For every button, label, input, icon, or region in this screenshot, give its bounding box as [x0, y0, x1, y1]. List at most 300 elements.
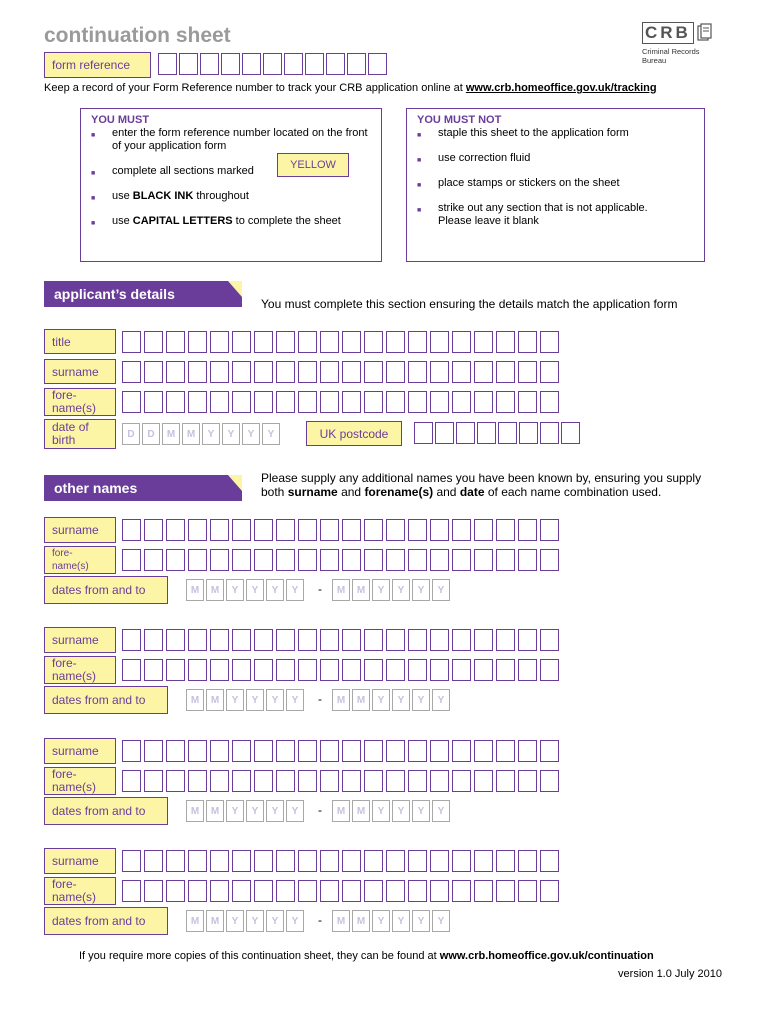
- character-cell[interactable]: M: [332, 910, 350, 932]
- character-cell[interactable]: M: [206, 910, 224, 932]
- other-surname-cells[interactable]: [122, 740, 559, 762]
- character-cell[interactable]: [298, 391, 317, 413]
- character-cell[interactable]: Y: [266, 579, 284, 601]
- character-cell[interactable]: [254, 331, 273, 353]
- postcode-cells[interactable]: [414, 422, 580, 444]
- character-cell[interactable]: [452, 391, 471, 413]
- character-cell[interactable]: [342, 850, 361, 872]
- character-cell[interactable]: Y: [226, 689, 244, 711]
- character-cell[interactable]: [254, 549, 273, 571]
- character-cell[interactable]: [496, 850, 515, 872]
- character-cell[interactable]: Y: [242, 423, 260, 445]
- character-cell[interactable]: [188, 880, 207, 902]
- character-cell[interactable]: [210, 740, 229, 762]
- character-cell[interactable]: [518, 770, 537, 792]
- character-cell[interactable]: [540, 361, 559, 383]
- character-cell[interactable]: [386, 361, 405, 383]
- character-cell[interactable]: [368, 53, 387, 75]
- character-cell[interactable]: [166, 331, 185, 353]
- character-cell[interactable]: [276, 629, 295, 651]
- character-cell[interactable]: Y: [412, 910, 430, 932]
- character-cell[interactable]: [430, 880, 449, 902]
- character-cell[interactable]: [496, 659, 515, 681]
- character-cell[interactable]: [298, 549, 317, 571]
- character-cell[interactable]: Y: [202, 423, 220, 445]
- character-cell[interactable]: M: [186, 910, 204, 932]
- character-cell[interactable]: [166, 770, 185, 792]
- character-cell[interactable]: [232, 519, 251, 541]
- character-cell[interactable]: [386, 519, 405, 541]
- character-cell[interactable]: Y: [432, 689, 450, 711]
- character-cell[interactable]: [540, 331, 559, 353]
- character-cell[interactable]: D: [142, 423, 160, 445]
- character-cell[interactable]: [364, 629, 383, 651]
- character-cell[interactable]: [166, 549, 185, 571]
- character-cell[interactable]: [452, 549, 471, 571]
- character-cell[interactable]: [452, 519, 471, 541]
- character-cell[interactable]: [518, 850, 537, 872]
- character-cell[interactable]: [474, 391, 493, 413]
- character-cell[interactable]: [408, 391, 427, 413]
- character-cell[interactable]: [144, 361, 163, 383]
- character-cell[interactable]: Y: [286, 910, 304, 932]
- character-cell[interactable]: [540, 629, 559, 651]
- character-cell[interactable]: [320, 391, 339, 413]
- character-cell[interactable]: [474, 629, 493, 651]
- character-cell[interactable]: [342, 519, 361, 541]
- character-cell[interactable]: [320, 740, 339, 762]
- character-cell[interactable]: [242, 53, 261, 75]
- character-cell[interactable]: M: [332, 689, 350, 711]
- character-cell[interactable]: [430, 659, 449, 681]
- other-surname-cells[interactable]: [122, 629, 559, 651]
- date-to-cells[interactable]: [332, 800, 450, 822]
- character-cell[interactable]: [386, 770, 405, 792]
- character-cell[interactable]: [364, 361, 383, 383]
- character-cell[interactable]: [276, 361, 295, 383]
- character-cell[interactable]: [200, 53, 219, 75]
- character-cell[interactable]: [452, 331, 471, 353]
- character-cell[interactable]: [254, 740, 273, 762]
- character-cell[interactable]: [298, 880, 317, 902]
- character-cell[interactable]: D: [122, 423, 140, 445]
- character-cell[interactable]: [518, 740, 537, 762]
- character-cell[interactable]: [254, 770, 273, 792]
- character-cell[interactable]: [232, 549, 251, 571]
- character-cell[interactable]: [561, 422, 580, 444]
- character-cell[interactable]: [122, 391, 141, 413]
- character-cell[interactable]: M: [332, 579, 350, 601]
- character-cell[interactable]: [298, 850, 317, 872]
- character-cell[interactable]: [232, 361, 251, 383]
- dob-cells[interactable]: [122, 423, 280, 445]
- character-cell[interactable]: [276, 880, 295, 902]
- character-cell[interactable]: Y: [372, 579, 390, 601]
- character-cell[interactable]: [166, 850, 185, 872]
- character-cell[interactable]: [496, 331, 515, 353]
- character-cell[interactable]: [166, 880, 185, 902]
- character-cell[interactable]: [188, 850, 207, 872]
- character-cell[interactable]: [408, 880, 427, 902]
- character-cell[interactable]: [276, 740, 295, 762]
- character-cell[interactable]: [408, 549, 427, 571]
- character-cell[interactable]: [298, 361, 317, 383]
- character-cell[interactable]: [342, 740, 361, 762]
- character-cell[interactable]: [122, 549, 141, 571]
- character-cell[interactable]: [430, 519, 449, 541]
- character-cell[interactable]: [144, 519, 163, 541]
- character-cell[interactable]: [320, 850, 339, 872]
- character-cell[interactable]: [414, 422, 433, 444]
- character-cell[interactable]: [540, 740, 559, 762]
- character-cell[interactable]: [144, 740, 163, 762]
- character-cell[interactable]: [518, 629, 537, 651]
- character-cell[interactable]: [122, 880, 141, 902]
- character-cell[interactable]: [518, 549, 537, 571]
- character-cell[interactable]: Y: [266, 689, 284, 711]
- character-cell[interactable]: [540, 659, 559, 681]
- surname-cells[interactable]: [122, 361, 559, 383]
- character-cell[interactable]: Y: [412, 579, 430, 601]
- character-cell[interactable]: [364, 659, 383, 681]
- character-cell[interactable]: [518, 519, 537, 541]
- character-cell[interactable]: M: [186, 689, 204, 711]
- character-cell[interactable]: [210, 549, 229, 571]
- character-cell[interactable]: [188, 331, 207, 353]
- character-cell[interactable]: [408, 331, 427, 353]
- character-cell[interactable]: [166, 659, 185, 681]
- character-cell[interactable]: [158, 53, 177, 75]
- character-cell[interactable]: Y: [286, 689, 304, 711]
- character-cell[interactable]: [540, 850, 559, 872]
- character-cell[interactable]: [254, 659, 273, 681]
- forename-cells[interactable]: [122, 391, 559, 413]
- character-cell[interactable]: [474, 361, 493, 383]
- other-forename-cells[interactable]: [122, 770, 559, 792]
- character-cell[interactable]: [166, 391, 185, 413]
- character-cell[interactable]: M: [352, 800, 370, 822]
- character-cell[interactable]: [232, 880, 251, 902]
- character-cell[interactable]: [166, 629, 185, 651]
- character-cell[interactable]: [518, 391, 537, 413]
- character-cell[interactable]: [364, 549, 383, 571]
- character-cell[interactable]: [452, 361, 471, 383]
- character-cell[interactable]: [210, 850, 229, 872]
- character-cell[interactable]: Y: [246, 800, 264, 822]
- character-cell[interactable]: [298, 740, 317, 762]
- character-cell[interactable]: [540, 880, 559, 902]
- character-cell[interactable]: [179, 53, 198, 75]
- character-cell[interactable]: Y: [286, 579, 304, 601]
- character-cell[interactable]: [430, 629, 449, 651]
- character-cell[interactable]: [188, 659, 207, 681]
- character-cell[interactable]: M: [352, 579, 370, 601]
- character-cell[interactable]: [122, 740, 141, 762]
- character-cell[interactable]: [305, 53, 324, 75]
- character-cell[interactable]: [122, 850, 141, 872]
- character-cell[interactable]: M: [206, 689, 224, 711]
- form-reference-cells[interactable]: [158, 53, 387, 75]
- character-cell[interactable]: M: [332, 800, 350, 822]
- character-cell[interactable]: [254, 391, 273, 413]
- character-cell[interactable]: M: [186, 579, 204, 601]
- character-cell[interactable]: [254, 361, 273, 383]
- character-cell[interactable]: Y: [392, 800, 410, 822]
- character-cell[interactable]: [221, 53, 240, 75]
- character-cell[interactable]: [210, 770, 229, 792]
- character-cell[interactable]: [254, 850, 273, 872]
- character-cell[interactable]: [364, 770, 383, 792]
- character-cell[interactable]: [210, 361, 229, 383]
- character-cell[interactable]: [298, 659, 317, 681]
- character-cell[interactable]: [540, 391, 559, 413]
- character-cell[interactable]: [320, 519, 339, 541]
- character-cell[interactable]: [298, 629, 317, 651]
- character-cell[interactable]: Y: [432, 579, 450, 601]
- character-cell[interactable]: [188, 391, 207, 413]
- character-cell[interactable]: [232, 391, 251, 413]
- character-cell[interactable]: [474, 770, 493, 792]
- character-cell[interactable]: [386, 850, 405, 872]
- character-cell[interactable]: [232, 659, 251, 681]
- character-cell[interactable]: [210, 331, 229, 353]
- character-cell[interactable]: Y: [246, 910, 264, 932]
- character-cell[interactable]: [122, 331, 141, 353]
- date-from-cells[interactable]: [186, 689, 304, 711]
- character-cell[interactable]: [518, 331, 537, 353]
- character-cell[interactable]: [232, 770, 251, 792]
- character-cell[interactable]: [430, 361, 449, 383]
- character-cell[interactable]: [320, 549, 339, 571]
- date-from-cells[interactable]: [186, 800, 304, 822]
- character-cell[interactable]: [298, 519, 317, 541]
- date-to-cells[interactable]: [332, 689, 450, 711]
- character-cell[interactable]: [298, 331, 317, 353]
- date-to-cells[interactable]: [332, 910, 450, 932]
- other-forename-cells[interactable]: [122, 659, 559, 681]
- character-cell[interactable]: Y: [432, 800, 450, 822]
- character-cell[interactable]: Y: [266, 910, 284, 932]
- character-cell[interactable]: Y: [392, 910, 410, 932]
- character-cell[interactable]: [254, 629, 273, 651]
- character-cell[interactable]: [210, 391, 229, 413]
- character-cell[interactable]: [166, 740, 185, 762]
- character-cell[interactable]: [342, 391, 361, 413]
- character-cell[interactable]: [518, 659, 537, 681]
- character-cell[interactable]: M: [186, 800, 204, 822]
- character-cell[interactable]: [326, 53, 345, 75]
- character-cell[interactable]: [188, 519, 207, 541]
- character-cell[interactable]: [320, 331, 339, 353]
- character-cell[interactable]: [166, 519, 185, 541]
- character-cell[interactable]: [254, 880, 273, 902]
- character-cell[interactable]: [144, 391, 163, 413]
- character-cell[interactable]: [276, 770, 295, 792]
- character-cell[interactable]: [386, 740, 405, 762]
- character-cell[interactable]: [276, 391, 295, 413]
- character-cell[interactable]: M: [162, 423, 180, 445]
- character-cell[interactable]: Y: [262, 423, 280, 445]
- character-cell[interactable]: [474, 880, 493, 902]
- character-cell[interactable]: [284, 53, 303, 75]
- character-cell[interactable]: [452, 740, 471, 762]
- character-cell[interactable]: [452, 880, 471, 902]
- character-cell[interactable]: [386, 549, 405, 571]
- character-cell[interactable]: Y: [412, 689, 430, 711]
- character-cell[interactable]: [122, 770, 141, 792]
- character-cell[interactable]: [276, 659, 295, 681]
- character-cell[interactable]: [320, 880, 339, 902]
- character-cell[interactable]: [540, 519, 559, 541]
- character-cell[interactable]: [188, 629, 207, 651]
- character-cell[interactable]: [320, 361, 339, 383]
- character-cell[interactable]: [122, 361, 141, 383]
- character-cell[interactable]: [342, 880, 361, 902]
- character-cell[interactable]: [276, 850, 295, 872]
- character-cell[interactable]: [342, 770, 361, 792]
- character-cell[interactable]: [456, 422, 475, 444]
- character-cell[interactable]: [320, 770, 339, 792]
- character-cell[interactable]: [342, 331, 361, 353]
- character-cell[interactable]: [342, 549, 361, 571]
- character-cell[interactable]: [518, 361, 537, 383]
- character-cell[interactable]: [210, 629, 229, 651]
- character-cell[interactable]: [430, 331, 449, 353]
- character-cell[interactable]: [477, 422, 496, 444]
- character-cell[interactable]: [144, 850, 163, 872]
- character-cell[interactable]: [188, 361, 207, 383]
- date-from-cells[interactable]: [186, 910, 304, 932]
- character-cell[interactable]: [188, 740, 207, 762]
- character-cell[interactable]: [474, 331, 493, 353]
- character-cell[interactable]: [496, 770, 515, 792]
- other-forename-cells[interactable]: [122, 880, 559, 902]
- continuation-link[interactable]: www.crb.homeoffice.gov.uk/continuation: [439, 950, 654, 962]
- character-cell[interactable]: [518, 880, 537, 902]
- character-cell[interactable]: [408, 850, 427, 872]
- other-surname-cells[interactable]: [122, 519, 559, 541]
- character-cell[interactable]: Y: [372, 910, 390, 932]
- character-cell[interactable]: [122, 629, 141, 651]
- character-cell[interactable]: M: [206, 579, 224, 601]
- character-cell[interactable]: Y: [266, 800, 284, 822]
- character-cell[interactable]: [540, 549, 559, 571]
- character-cell[interactable]: [386, 629, 405, 651]
- character-cell[interactable]: Y: [226, 910, 244, 932]
- character-cell[interactable]: Y: [226, 579, 244, 601]
- character-cell[interactable]: M: [352, 689, 370, 711]
- character-cell[interactable]: [474, 549, 493, 571]
- character-cell[interactable]: [386, 391, 405, 413]
- character-cell[interactable]: [364, 391, 383, 413]
- character-cell[interactable]: [430, 740, 449, 762]
- character-cell[interactable]: [210, 659, 229, 681]
- character-cell[interactable]: [496, 549, 515, 571]
- character-cell[interactable]: [430, 770, 449, 792]
- character-cell[interactable]: [408, 361, 427, 383]
- character-cell[interactable]: Y: [432, 910, 450, 932]
- character-cell[interactable]: [298, 770, 317, 792]
- character-cell[interactable]: [342, 629, 361, 651]
- character-cell[interactable]: [430, 549, 449, 571]
- character-cell[interactable]: [144, 331, 163, 353]
- character-cell[interactable]: [386, 659, 405, 681]
- character-cell[interactable]: [452, 850, 471, 872]
- character-cell[interactable]: [188, 770, 207, 792]
- character-cell[interactable]: [496, 629, 515, 651]
- character-cell[interactable]: Y: [392, 689, 410, 711]
- character-cell[interactable]: [263, 53, 282, 75]
- character-cell[interactable]: Y: [246, 579, 264, 601]
- character-cell[interactable]: [232, 850, 251, 872]
- character-cell[interactable]: [364, 850, 383, 872]
- character-cell[interactable]: [122, 659, 141, 681]
- character-cell[interactable]: [364, 519, 383, 541]
- character-cell[interactable]: Y: [222, 423, 240, 445]
- character-cell[interactable]: [276, 331, 295, 353]
- character-cell[interactable]: [496, 361, 515, 383]
- character-cell[interactable]: Y: [372, 689, 390, 711]
- character-cell[interactable]: [342, 659, 361, 681]
- character-cell[interactable]: [320, 629, 339, 651]
- character-cell[interactable]: [144, 549, 163, 571]
- character-cell[interactable]: M: [206, 800, 224, 822]
- character-cell[interactable]: [496, 740, 515, 762]
- date-to-cells[interactable]: [332, 579, 450, 601]
- character-cell[interactable]: [232, 629, 251, 651]
- character-cell[interactable]: [496, 519, 515, 541]
- character-cell[interactable]: [188, 549, 207, 571]
- character-cell[interactable]: [144, 629, 163, 651]
- other-surname-cells[interactable]: [122, 850, 559, 872]
- character-cell[interactable]: [519, 422, 538, 444]
- character-cell[interactable]: [254, 519, 273, 541]
- date-from-cells[interactable]: [186, 579, 304, 601]
- tracking-link[interactable]: www.crb.homeoffice.gov.uk/tracking: [465, 82, 657, 94]
- character-cell[interactable]: [540, 770, 559, 792]
- character-cell[interactable]: [408, 740, 427, 762]
- character-cell[interactable]: [122, 519, 141, 541]
- character-cell[interactable]: Y: [392, 579, 410, 601]
- character-cell[interactable]: [430, 391, 449, 413]
- character-cell[interactable]: [144, 659, 163, 681]
- character-cell[interactable]: [320, 659, 339, 681]
- character-cell[interactable]: M: [352, 910, 370, 932]
- character-cell[interactable]: [474, 519, 493, 541]
- character-cell[interactable]: [498, 422, 517, 444]
- character-cell[interactable]: [364, 331, 383, 353]
- character-cell[interactable]: Y: [246, 689, 264, 711]
- character-cell[interactable]: [452, 770, 471, 792]
- character-cell[interactable]: [386, 880, 405, 902]
- character-cell[interactable]: [210, 880, 229, 902]
- character-cell[interactable]: [408, 629, 427, 651]
- character-cell[interactable]: [474, 740, 493, 762]
- character-cell[interactable]: [144, 770, 163, 792]
- character-cell[interactable]: M: [182, 423, 200, 445]
- character-cell[interactable]: [452, 659, 471, 681]
- character-cell[interactable]: [430, 850, 449, 872]
- character-cell[interactable]: [452, 629, 471, 651]
- title-cells[interactable]: [122, 331, 559, 353]
- character-cell[interactable]: Y: [372, 800, 390, 822]
- character-cell[interactable]: Y: [286, 800, 304, 822]
- character-cell[interactable]: [364, 740, 383, 762]
- other-forename-cells[interactable]: [122, 549, 559, 571]
- character-cell[interactable]: [435, 422, 454, 444]
- character-cell[interactable]: [408, 519, 427, 541]
- character-cell[interactable]: [408, 770, 427, 792]
